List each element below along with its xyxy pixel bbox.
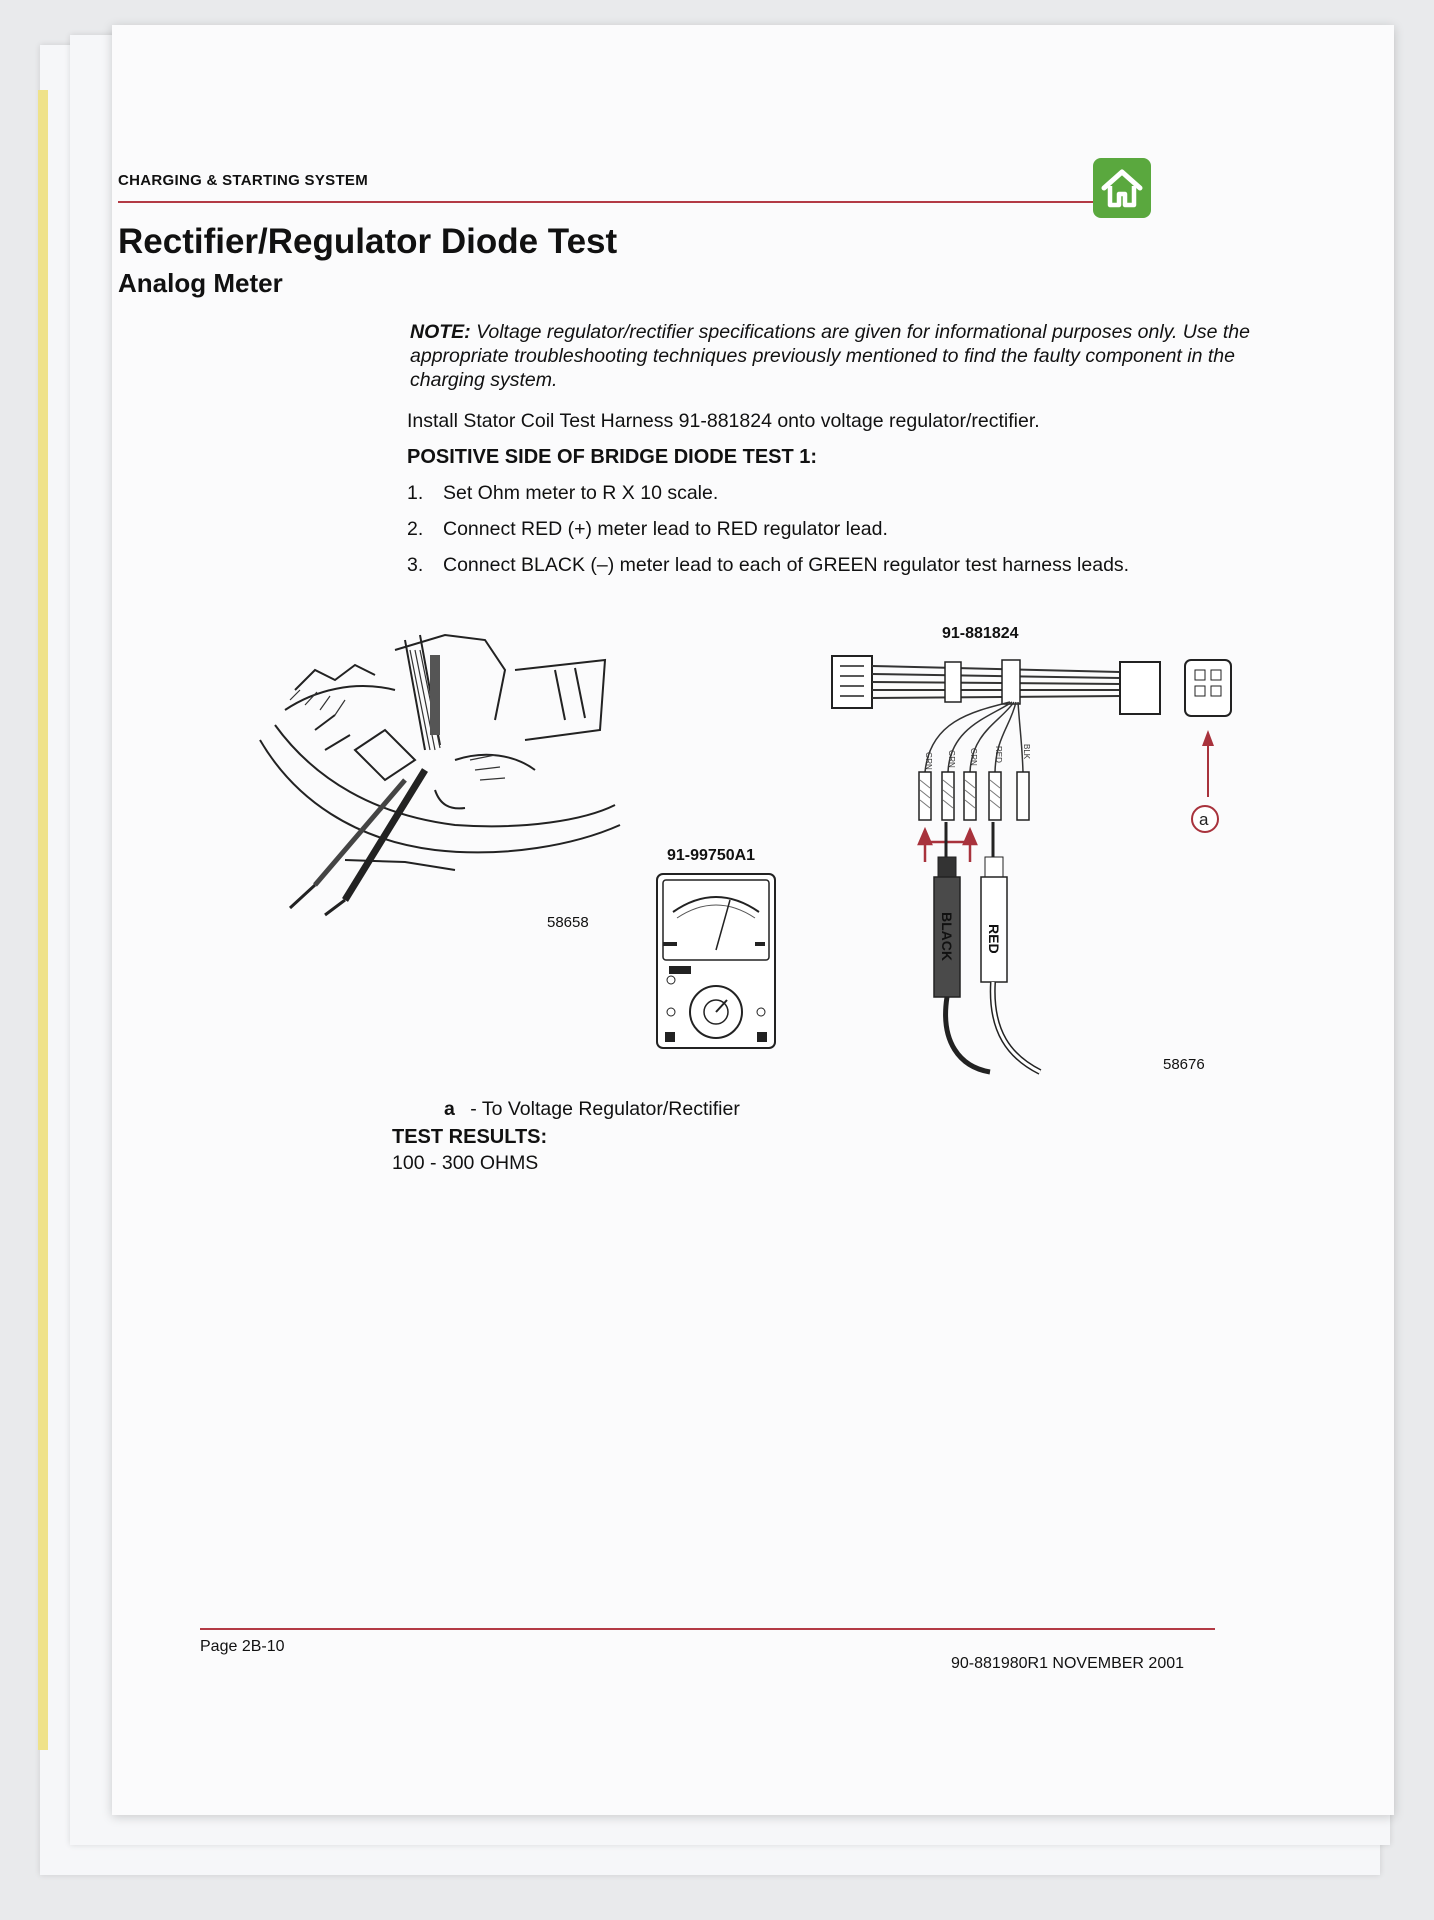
list-item xyxy=(407,554,1267,590)
install-instruction: Install Stator Coil Test Harness 91-881824 onto voltage regulator/rectifier. xyxy=(407,410,1040,432)
list-item xyxy=(407,482,1267,518)
black-lead-label: BLACK xyxy=(939,912,955,961)
footer-rule xyxy=(200,1628,1215,1630)
harness-part-number: 91-881824 xyxy=(942,625,1019,642)
results-value: 100 - 300 OHMS xyxy=(392,1152,539,1174)
step-text: Connect RED (+) meter lead to RED regulator lead. xyxy=(443,518,888,540)
step-text: Connect BLACK (–) meter lead to each of GREEN regulator test harness leads. xyxy=(443,554,1130,576)
step-number: 3. xyxy=(407,554,424,576)
note-label: NOTE: xyxy=(410,321,471,343)
section-header: CHARGING & STARTING SYSTEM xyxy=(118,172,369,189)
red-lead-label: RED xyxy=(986,924,1002,954)
home-icon xyxy=(1100,168,1144,208)
note-paragraph xyxy=(410,320,1265,392)
callout-marker: a xyxy=(1199,810,1209,829)
list-item xyxy=(407,518,1267,554)
wire-label: BLK xyxy=(1022,744,1031,760)
callout-text: - To Voltage Regulator/Rectifier xyxy=(470,1098,740,1120)
wire-label: GRN xyxy=(969,748,978,766)
meter-part-number: 91-99750A1 xyxy=(667,847,756,864)
step-number: 1. xyxy=(407,482,424,504)
wire-label: GRN xyxy=(924,752,933,770)
step-text: Set Ohm meter to R X 10 scale. xyxy=(443,482,719,504)
figure-number: 58676 xyxy=(1163,1056,1205,1073)
analog-meter-illustration xyxy=(655,872,777,1052)
home-button[interactable] xyxy=(1093,158,1151,218)
callout-legend xyxy=(444,1098,740,1121)
note-text: Voltage regulator/rectifier specifications are given for informational purposes only. Use the appropriate troubleshooting techniques previously mentioned to find the faulty component in the charging system. xyxy=(410,321,1250,391)
page-number: Page 2B-10 xyxy=(200,1638,285,1655)
wire-label: RED xyxy=(994,746,1003,763)
step-number: 2. xyxy=(407,518,424,540)
callout-letter: a xyxy=(444,1098,455,1120)
page-subtitle: Analog Meter xyxy=(118,268,283,298)
header-rule xyxy=(118,201,1148,203)
page-title: Rectifier/Regulator Diode Test xyxy=(118,222,618,261)
engine-illustration xyxy=(255,630,625,920)
document-number: 90-881980R1 NOVEMBER 2001 xyxy=(951,1655,1185,1672)
results-heading: TEST RESULTS: xyxy=(392,1126,548,1148)
figure-number: 58658 xyxy=(547,914,589,931)
test-heading: POSITIVE SIDE OF BRIDGE DIODE TEST 1: xyxy=(407,446,818,468)
yellow-page-edge xyxy=(38,90,48,1750)
wire-label: GRN xyxy=(947,750,956,768)
test-harness-illustration xyxy=(830,652,1250,1092)
step-list xyxy=(407,482,1267,590)
